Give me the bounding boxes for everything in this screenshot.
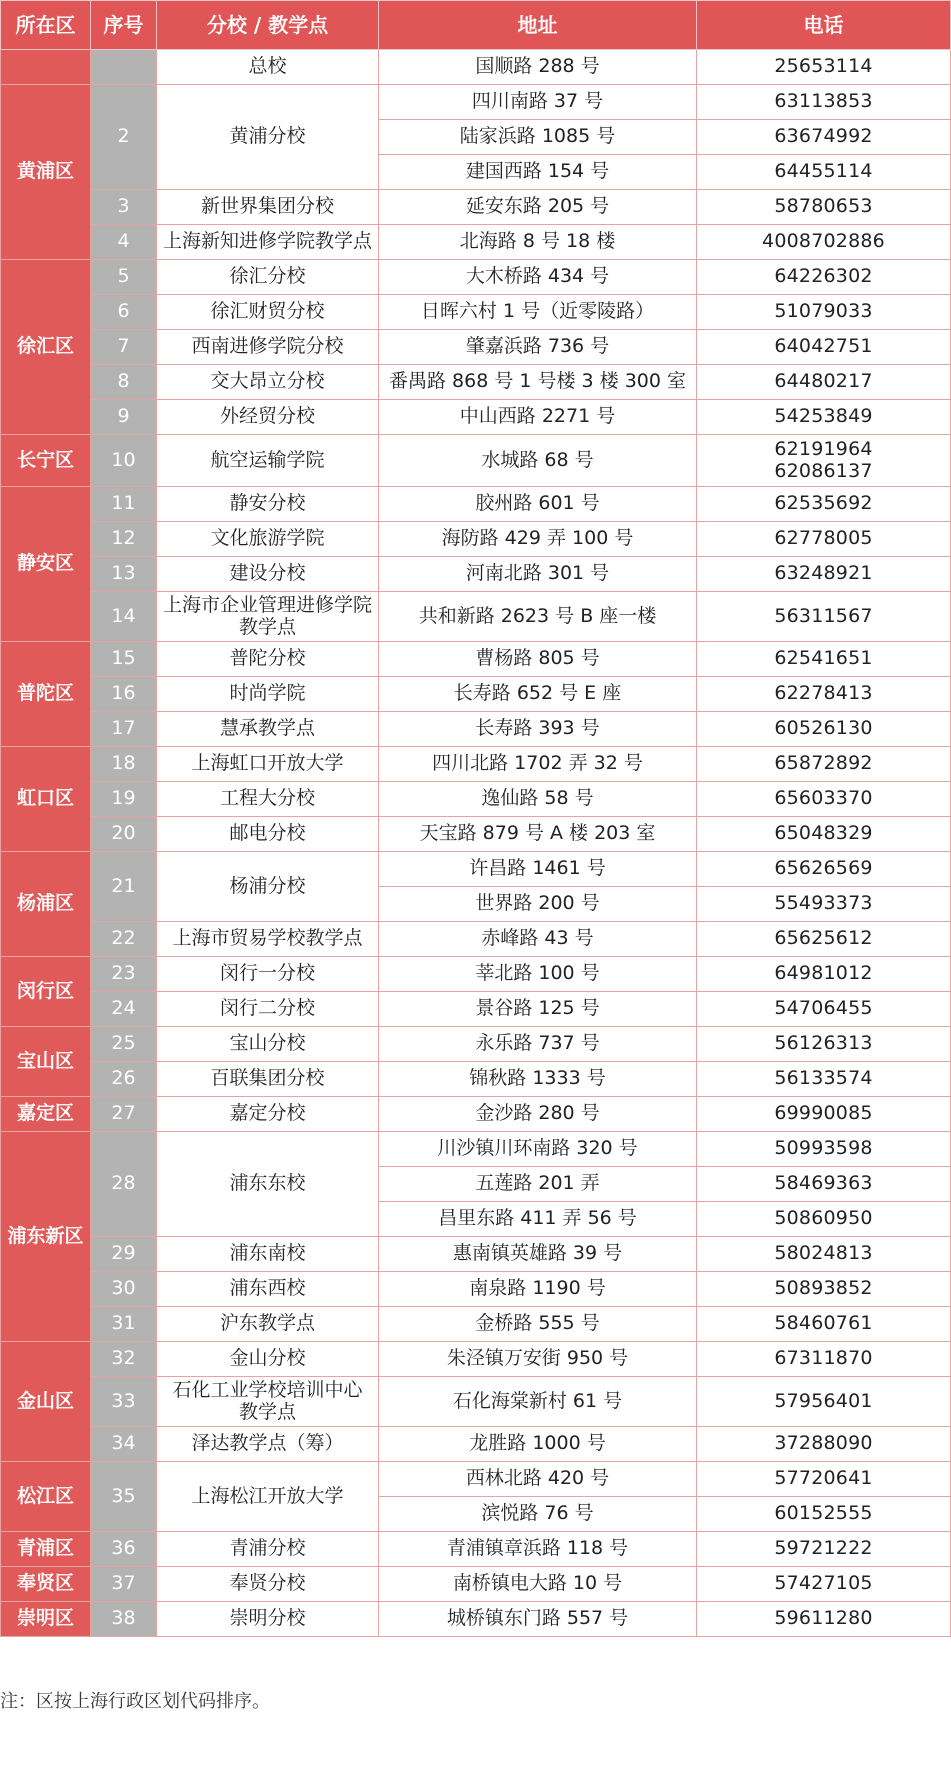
school-cell xyxy=(157,1377,379,1427)
num-cell: 3 xyxy=(91,190,157,225)
school-cell: 浦东南校 xyxy=(157,1237,379,1272)
table-row xyxy=(1,487,951,522)
address-cell: 番禺路 868 号 1 号楼 3 楼 300 室 xyxy=(379,365,697,400)
table-row xyxy=(1,225,951,260)
phone-cell: 62778005 xyxy=(697,522,951,557)
address-cell: 建国西路 154 号 xyxy=(379,155,697,190)
phone-line: 62191964 xyxy=(774,437,873,460)
district-cell: 普陀区 xyxy=(1,642,91,747)
phone-cell xyxy=(697,435,951,487)
num-cell: 24 xyxy=(91,992,157,1027)
num-cell: 14 xyxy=(91,592,157,642)
num-cell: 29 xyxy=(91,1237,157,1272)
school-cell: 浦东西校 xyxy=(157,1272,379,1307)
address-cell: 水城路 68 号 xyxy=(379,435,697,487)
school-cell: 西南进修学院分校 xyxy=(157,330,379,365)
phone-cell: 58460761 xyxy=(697,1307,951,1342)
phone-cell: 57956401 xyxy=(697,1377,951,1427)
phone-cell: 56133574 xyxy=(697,1062,951,1097)
school-cell: 徐汇财贸分校 xyxy=(157,295,379,330)
school-cell: 上海松江开放大学 xyxy=(157,1462,379,1532)
table-row xyxy=(1,1132,951,1167)
school-cell: 青浦分校 xyxy=(157,1532,379,1567)
phone-cell: 4008702886 xyxy=(697,225,951,260)
table-row xyxy=(1,522,951,557)
school-cell: 静安分校 xyxy=(157,487,379,522)
table-row xyxy=(1,1272,951,1307)
num-cell: 15 xyxy=(91,642,157,677)
district-cell: 静安区 xyxy=(1,487,91,642)
table-row xyxy=(1,852,951,887)
school-cell: 建设分校 xyxy=(157,557,379,592)
table-row xyxy=(1,85,951,120)
num-cell: 37 xyxy=(91,1567,157,1602)
address-cell: 青浦镇章浜路 118 号 xyxy=(379,1532,697,1567)
district-cell: 崇明区 xyxy=(1,1602,91,1637)
table-row xyxy=(1,642,951,677)
phone-cell: 64480217 xyxy=(697,365,951,400)
district-cell: 金山区 xyxy=(1,1342,91,1462)
address-cell: 莘北路 100 号 xyxy=(379,957,697,992)
address-cell: 永乐路 737 号 xyxy=(379,1027,697,1062)
address-cell: 金桥路 555 号 xyxy=(379,1307,697,1342)
table-row xyxy=(1,1342,951,1377)
phone-cell: 62278413 xyxy=(697,677,951,712)
phone-cell: 25653114 xyxy=(697,50,951,85)
phone-cell: 60526130 xyxy=(697,712,951,747)
table-row xyxy=(1,557,951,592)
school-cell: 总校 xyxy=(157,50,379,85)
phone-cell: 59611280 xyxy=(697,1602,951,1637)
district-cell: 徐汇区 xyxy=(1,260,91,435)
table-row xyxy=(1,1462,951,1497)
district-cell xyxy=(1,50,91,85)
table-row xyxy=(1,50,951,85)
school-cell: 嘉定分校 xyxy=(157,1097,379,1132)
address-cell: 朱泾镇万安街 950 号 xyxy=(379,1342,697,1377)
district-cell: 杨浦区 xyxy=(1,852,91,957)
table-row xyxy=(1,747,951,782)
address-cell: 长寿路 393 号 xyxy=(379,712,697,747)
address-cell: 川沙镇川环南路 320 号 xyxy=(379,1132,697,1167)
header-address: 地址 xyxy=(379,1,697,50)
school-cell: 闵行一分校 xyxy=(157,957,379,992)
school-cell: 泽达教学点（筹） xyxy=(157,1427,379,1462)
address-cell: 景谷路 125 号 xyxy=(379,992,697,1027)
school-cell: 浦东东校 xyxy=(157,1132,379,1237)
school-cell: 沪东教学点 xyxy=(157,1307,379,1342)
phone-cell: 62535692 xyxy=(697,487,951,522)
table-row xyxy=(1,260,951,295)
address-cell: 金沙路 280 号 xyxy=(379,1097,697,1132)
school-line: 教学点 xyxy=(238,1400,296,1423)
school-cell: 崇明分校 xyxy=(157,1602,379,1637)
phone-cell: 58780653 xyxy=(697,190,951,225)
address-cell: 城桥镇东门路 557 号 xyxy=(379,1602,697,1637)
table-row xyxy=(1,1532,951,1567)
num-cell: 38 xyxy=(91,1602,157,1637)
table-row xyxy=(1,400,951,435)
num-cell: 8 xyxy=(91,365,157,400)
num-cell: 21 xyxy=(91,852,157,922)
phone-line: 62086137 xyxy=(774,459,873,482)
address-cell: 天宝路 879 号 A 楼 203 室 xyxy=(379,817,697,852)
num-cell: 2 xyxy=(91,85,157,190)
phone-cell: 54706455 xyxy=(697,992,951,1027)
num-cell: 13 xyxy=(91,557,157,592)
num-cell: 30 xyxy=(91,1272,157,1307)
district-cell: 虹口区 xyxy=(1,747,91,852)
num-cell: 10 xyxy=(91,435,157,487)
school-cell: 闵行二分校 xyxy=(157,992,379,1027)
phone-cell: 65625612 xyxy=(697,922,951,957)
phone-cell: 63113853 xyxy=(697,85,951,120)
num-cell: 34 xyxy=(91,1427,157,1462)
address-cell: 中山西路 2271 号 xyxy=(379,400,697,435)
table-row xyxy=(1,295,951,330)
school-cell: 杨浦分校 xyxy=(157,852,379,922)
school-cell: 金山分校 xyxy=(157,1342,379,1377)
address-cell: 大木桥路 434 号 xyxy=(379,260,697,295)
table-row xyxy=(1,190,951,225)
num-cell: 6 xyxy=(91,295,157,330)
school-line: 教学点 xyxy=(238,615,296,638)
address-cell: 胶州路 601 号 xyxy=(379,487,697,522)
header-num: 序号 xyxy=(91,1,157,50)
district-cell: 长宁区 xyxy=(1,435,91,487)
district-cell: 嘉定区 xyxy=(1,1097,91,1132)
phone-cell: 54253849 xyxy=(697,400,951,435)
school-cell: 文化旅游学院 xyxy=(157,522,379,557)
table-row xyxy=(1,992,951,1027)
phone-cell: 64981012 xyxy=(697,957,951,992)
phone-cell: 51079033 xyxy=(697,295,951,330)
address-cell: 西林北路 420 号 xyxy=(379,1462,697,1497)
num-cell: 16 xyxy=(91,677,157,712)
table-row xyxy=(1,1602,951,1637)
num-cell xyxy=(91,50,157,85)
school-cell: 奉贤分校 xyxy=(157,1567,379,1602)
address-cell: 南泉路 1190 号 xyxy=(379,1272,697,1307)
address-cell: 世界路 200 号 xyxy=(379,887,697,922)
table-row xyxy=(1,1427,951,1462)
address-cell: 延安东路 205 号 xyxy=(379,190,697,225)
district-cell: 闵行区 xyxy=(1,957,91,1027)
table-row xyxy=(1,365,951,400)
header-district: 所在区 xyxy=(1,1,91,50)
address-cell: 陆家浜路 1085 号 xyxy=(379,120,697,155)
phone-cell: 64455114 xyxy=(697,155,951,190)
num-cell: 23 xyxy=(91,957,157,992)
table-row xyxy=(1,1062,951,1097)
school-cell: 普陀分校 xyxy=(157,642,379,677)
num-cell: 32 xyxy=(91,1342,157,1377)
num-cell: 18 xyxy=(91,747,157,782)
address-cell: 龙胜路 1000 号 xyxy=(379,1427,697,1462)
phone-cell: 37288090 xyxy=(697,1427,951,1462)
address-cell: 日晖六村 1 号（近零陵路） xyxy=(379,295,697,330)
phone-cell: 59721222 xyxy=(697,1532,951,1567)
phone-cell: 56126313 xyxy=(697,1027,951,1062)
school-cell: 宝山分校 xyxy=(157,1027,379,1062)
district-cell: 松江区 xyxy=(1,1462,91,1532)
phone-cell: 58469363 xyxy=(697,1167,951,1202)
table-row xyxy=(1,1567,951,1602)
address-cell: 许昌路 1461 号 xyxy=(379,852,697,887)
district-cell: 奉贤区 xyxy=(1,1567,91,1602)
table-row xyxy=(1,1307,951,1342)
address-cell: 北海路 8 号 18 楼 xyxy=(379,225,697,260)
num-cell: 33 xyxy=(91,1377,157,1427)
phone-cell: 64042751 xyxy=(697,330,951,365)
num-cell: 11 xyxy=(91,487,157,522)
num-cell: 28 xyxy=(91,1132,157,1237)
school-cell: 上海新知进修学院教学点 xyxy=(157,225,379,260)
table-row xyxy=(1,922,951,957)
phone-cell: 50860950 xyxy=(697,1202,951,1237)
num-cell: 26 xyxy=(91,1062,157,1097)
address-cell: 惠南镇英雄路 39 号 xyxy=(379,1237,697,1272)
num-cell: 9 xyxy=(91,400,157,435)
address-cell: 石化海棠新村 61 号 xyxy=(379,1377,697,1427)
table-row xyxy=(1,592,951,642)
table-row xyxy=(1,435,951,487)
phone-cell: 60152555 xyxy=(697,1497,951,1532)
table-row xyxy=(1,957,951,992)
table-row xyxy=(1,677,951,712)
num-cell: 5 xyxy=(91,260,157,295)
phone-cell: 58024813 xyxy=(697,1237,951,1272)
school-cell: 慧承教学点 xyxy=(157,712,379,747)
address-cell: 昌里东路 411 弄 56 号 xyxy=(379,1202,697,1237)
num-cell: 19 xyxy=(91,782,157,817)
district-cell: 黄浦区 xyxy=(1,85,91,260)
footnote: 注：区按上海行政区划代码排序。 xyxy=(0,1691,270,1712)
phone-cell: 67311870 xyxy=(697,1342,951,1377)
phone-cell: 57720641 xyxy=(697,1462,951,1497)
phone-cell: 50993598 xyxy=(697,1132,951,1167)
table-row xyxy=(1,1377,951,1427)
phone-cell: 64226302 xyxy=(697,260,951,295)
school-cell: 百联集团分校 xyxy=(157,1062,379,1097)
address-cell: 海防路 429 弄 100 号 xyxy=(379,522,697,557)
table-row xyxy=(1,712,951,747)
address-cell: 滨悦路 76 号 xyxy=(379,1497,697,1532)
phone-cell: 62541651 xyxy=(697,642,951,677)
phone-cell: 56311567 xyxy=(697,592,951,642)
district-cell: 宝山区 xyxy=(1,1027,91,1097)
header-row xyxy=(1,1,951,50)
phone-cell: 65872892 xyxy=(697,747,951,782)
num-cell: 31 xyxy=(91,1307,157,1342)
address-cell: 国顺路 288 号 xyxy=(379,50,697,85)
table-row xyxy=(1,1097,951,1132)
address-cell: 曹杨路 805 号 xyxy=(379,642,697,677)
num-cell: 4 xyxy=(91,225,157,260)
num-cell: 7 xyxy=(91,330,157,365)
school-cell: 新世界集团分校 xyxy=(157,190,379,225)
address-cell: 四川北路 1702 弄 32 号 xyxy=(379,747,697,782)
address-cell: 赤峰路 43 号 xyxy=(379,922,697,957)
phone-cell: 50893852 xyxy=(697,1272,951,1307)
table-row xyxy=(1,330,951,365)
table-row xyxy=(1,1237,951,1272)
num-cell: 27 xyxy=(91,1097,157,1132)
num-cell: 25 xyxy=(91,1027,157,1062)
header-phone: 电话 xyxy=(697,1,951,50)
address-cell: 逸仙路 58 号 xyxy=(379,782,697,817)
phone-cell: 57427105 xyxy=(697,1567,951,1602)
school-cell: 工程大分校 xyxy=(157,782,379,817)
address-cell: 南桥镇电大路 10 号 xyxy=(379,1567,697,1602)
address-cell: 四川南路 37 号 xyxy=(379,85,697,120)
num-cell: 36 xyxy=(91,1532,157,1567)
address-cell: 五莲路 201 弄 xyxy=(379,1167,697,1202)
school-cell: 上海虹口开放大学 xyxy=(157,747,379,782)
phone-cell: 65603370 xyxy=(697,782,951,817)
phone-cell: 65626569 xyxy=(697,852,951,887)
num-cell: 12 xyxy=(91,522,157,557)
school-line: 上海市企业管理进修学院 xyxy=(162,593,372,616)
school-cell xyxy=(157,592,379,642)
phone-cell: 55493373 xyxy=(697,887,951,922)
header-school: 分校 / 教学点 xyxy=(157,1,379,50)
num-cell: 20 xyxy=(91,817,157,852)
district-cell: 青浦区 xyxy=(1,1532,91,1567)
school-cell: 黄浦分校 xyxy=(157,85,379,190)
num-cell: 17 xyxy=(91,712,157,747)
address-cell: 共和新路 2623 号 B 座一楼 xyxy=(379,592,697,642)
school-cell: 上海市贸易学校教学点 xyxy=(157,922,379,957)
phone-cell: 63674992 xyxy=(697,120,951,155)
table-row xyxy=(1,782,951,817)
phone-cell: 63248921 xyxy=(697,557,951,592)
address-cell: 长寿路 652 号 E 座 xyxy=(379,677,697,712)
address-cell: 河南北路 301 号 xyxy=(379,557,697,592)
address-cell: 锦秋路 1333 号 xyxy=(379,1062,697,1097)
school-cell: 徐汇分校 xyxy=(157,260,379,295)
school-cell: 航空运输学院 xyxy=(157,435,379,487)
school-cell: 邮电分校 xyxy=(157,817,379,852)
num-cell: 22 xyxy=(91,922,157,957)
school-cell: 外经贸分校 xyxy=(157,400,379,435)
address-cell: 肇嘉浜路 736 号 xyxy=(379,330,697,365)
school-cell: 交大昂立分校 xyxy=(157,365,379,400)
district-cell: 浦东新区 xyxy=(1,1132,91,1342)
table-row xyxy=(1,817,951,852)
school-line: 石化工业学校培训中心 xyxy=(172,1378,363,1401)
table-row xyxy=(1,1027,951,1062)
school-cell: 时尚学院 xyxy=(157,677,379,712)
phone-cell: 69990085 xyxy=(697,1097,951,1132)
num-cell: 35 xyxy=(91,1462,157,1532)
phone-cell: 65048329 xyxy=(697,817,951,852)
